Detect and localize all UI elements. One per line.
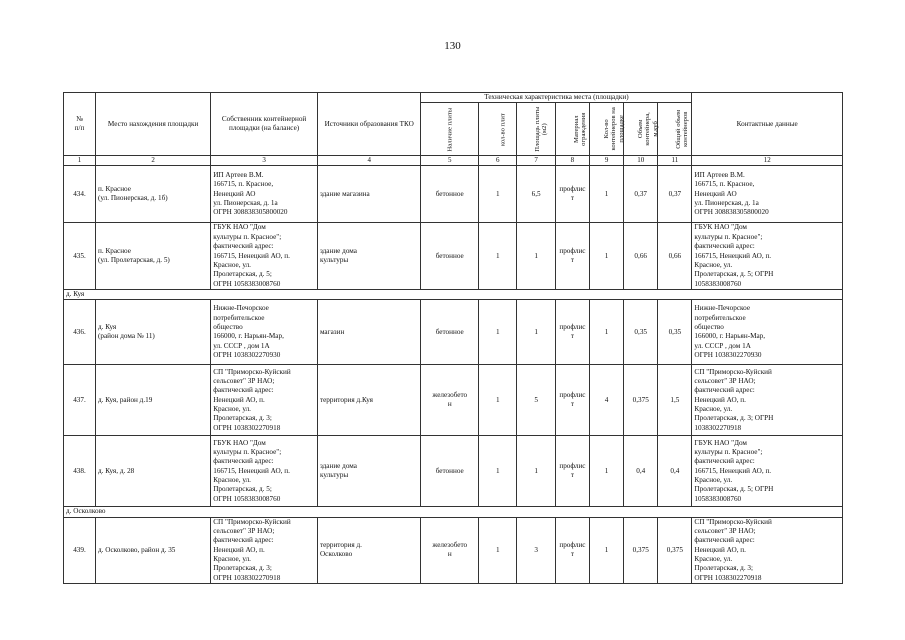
row-number: 435. (64, 223, 96, 290)
container-volume: 0,35 (624, 300, 658, 365)
fence-material: профлис т (555, 223, 589, 290)
contacts: Нижне-Печорское потребительское общество 166000, г. Нарьян-Мар, ул. СССР , дом 1А ОГРН 1038302270930 (692, 300, 843, 365)
header-row-1 (64, 93, 843, 103)
owner: ИП Артеев В.М. 166715, п. Красное, Ненецкий АО ул. Пионерская, д. 1а ОГРН 308838305800020 (211, 166, 318, 223)
header-containers-cell (590, 103, 624, 156)
location: п. Красное (ул. Пролетарская, д. 5) (96, 223, 211, 290)
section-row (64, 507, 843, 517)
header-owner: Собственник контейнерной площадки (на балансе) (211, 93, 318, 156)
column-number: 10 (624, 156, 658, 166)
column-number: 9 (590, 156, 624, 166)
table-row (64, 517, 843, 584)
container-volume: 0,66 (624, 223, 658, 290)
container-volume: 0,4 (624, 436, 658, 507)
owner: ГБУК НАО "Дом культуры п. Красное"; фактический адрес: 166715, Ненецкий АО, п. Красное, ул. Пролетарская, д. 5; ОГРН 1058383008760 (211, 223, 318, 290)
header-slab-count-cell (479, 103, 517, 156)
total-volume: 0,35 (658, 300, 692, 365)
section-title: д. Осколково (64, 507, 843, 517)
location: п. Красное (ул. Пионерская, д. 1б) (96, 166, 211, 223)
fence-material: профлис т (555, 166, 589, 223)
row-number: 438. (64, 436, 96, 507)
table-row (64, 223, 843, 290)
total-volume: 1,5 (658, 365, 692, 436)
row-number: 439. (64, 517, 96, 584)
slab-count: 1 (479, 517, 517, 584)
fence-material: профлис т (555, 517, 589, 584)
column-number-row (64, 156, 843, 166)
table-row (64, 166, 843, 223)
row-number: 436. (64, 300, 96, 365)
slab-area: 1 (517, 223, 555, 290)
owner: СП "Приморско-Куйский сельсовет" ЗР НАО; фактический адрес: Ненецкий АО, п. Красное, ул. Пролетарская, д. 3; ОГРН 1038302270918 (211, 517, 318, 584)
location: д. Куя, район д.19 (96, 365, 211, 436)
location: д. Куя, д. 28 (96, 436, 211, 507)
location: д. Осколково, район д. 35 (96, 517, 211, 584)
table-row (64, 300, 843, 365)
slab-type: бетонное (421, 223, 479, 290)
header-no: № п/п (64, 93, 96, 156)
container-count: 4 (590, 365, 624, 436)
contacts: ГБУК НАО "Дом культуры п. Красное"; фактический адрес: 166715, Ненецкий АО, п. Красное, ул. Пролетарская, д. 5; ОГРН 1058383008760 (692, 436, 843, 507)
column-number: 2 (96, 156, 211, 166)
slab-area: 3 (517, 517, 555, 584)
container-count: 1 (590, 436, 624, 507)
column-number: 6 (479, 156, 517, 166)
header-total-volume: Общий объем контейнеров (675, 109, 690, 149)
container-volume: 0,375 (624, 517, 658, 584)
container-volume: 0,375 (624, 365, 658, 436)
header-containers: Кол-во контейнеров на площадке (603, 107, 625, 151)
container-count: 1 (590, 517, 624, 584)
table-body (64, 166, 843, 584)
container-count: 1 (590, 223, 624, 290)
total-volume: 0,375 (658, 517, 692, 584)
container-count: 1 (590, 300, 624, 365)
fence-material: профлис т (555, 365, 589, 436)
slab-type: железобето н (421, 365, 479, 436)
header-contacts: Контактные данные (692, 93, 843, 156)
contacts: ИП Артеев В.М. 166715, п. Красное, Ненецкий АО ул. Пионерская, д. 1а ОГРН 308838305800020 (692, 166, 843, 223)
slab-count: 1 (479, 223, 517, 290)
column-number: 7 (517, 156, 555, 166)
header-volume: Объем контейнера, м.куб (637, 112, 659, 146)
header-slab: Наличие плиты (446, 107, 454, 152)
waste-source: здание магазина (317, 166, 421, 223)
header-fence-cell (555, 103, 589, 156)
header-slab-cell (421, 103, 479, 156)
container-volume: 0,37 (624, 166, 658, 223)
column-number: 5 (421, 156, 479, 166)
waste-source: здание дома культуры (317, 436, 421, 507)
owner: Нижне-Печорское потребительское общество 166000, г. Нарьян-Мар, ул. СССР , дом 1А ОГРН 1038302270930 (211, 300, 318, 365)
container-count: 1 (590, 166, 624, 223)
sites-table (63, 92, 843, 584)
waste-source: здание дома культуры (317, 223, 421, 290)
section-title: д. Куя (64, 289, 843, 299)
waste-source: территория д. Осколково (317, 517, 421, 584)
slab-count: 1 (479, 166, 517, 223)
total-volume: 0,37 (658, 166, 692, 223)
header-location: Место нахождения площадки (96, 93, 211, 156)
header-tech: Техническая характеристика места (площадки) (421, 93, 692, 103)
waste-source: магазин (317, 300, 421, 365)
slab-area: 5 (517, 365, 555, 436)
column-number: 11 (658, 156, 692, 166)
slab-count: 1 (479, 300, 517, 365)
row-number: 437. (64, 365, 96, 436)
table-row (64, 365, 843, 436)
column-number: 12 (692, 156, 843, 166)
header-total-volume-cell (658, 103, 692, 156)
section-row (64, 289, 843, 299)
waste-source: территория д.Куя (317, 365, 421, 436)
fence-material: профлис т (555, 436, 589, 507)
slab-type: бетонное (421, 300, 479, 365)
slab-count: 1 (479, 436, 517, 507)
slab-area: 1 (517, 436, 555, 507)
header-area: Площадь плиты (м2) (534, 106, 549, 152)
slab-area: 6,5 (517, 166, 555, 223)
slab-area: 1 (517, 300, 555, 365)
slab-count: 1 (479, 365, 517, 436)
header-sources: Источники образования ТКО (317, 93, 421, 156)
header-area-cell (517, 103, 555, 156)
table-row (64, 436, 843, 507)
slab-type: бетонное (421, 166, 479, 223)
column-number: 4 (317, 156, 421, 166)
header-slab-count: кол-во плит (499, 112, 507, 146)
contacts: ГБУК НАО "Дом культуры п. Красное"; фактический адрес: 166715, Ненецкий АО, п. Красное, ул. Пролетарская, д. 5; ОГРН 1058383008760 (692, 223, 843, 290)
total-volume: 0,66 (658, 223, 692, 290)
location: д. Куя (район дома № 11) (96, 300, 211, 365)
slab-type: бетонное (421, 436, 479, 507)
page-number: 130 (444, 40, 461, 52)
fence-material: профлис т (555, 300, 589, 365)
owner: СП "Приморско-Куйский сельсовет" ЗР НАО; фактический адрес: Ненецкий АО, п. Красное, ул. Пролетарская, д. 3; ОГРН 1038302270918 (211, 365, 318, 436)
contacts: СП "Приморско-Куйский сельсовет" ЗР НАО; фактический адрес: Ненецкий АО, п. Красное, ул. Пролетарская, д. 3; ОГРН 1038302270918 (692, 365, 843, 436)
header-fence: Материал ограждения (572, 112, 587, 146)
column-number: 8 (555, 156, 589, 166)
owner: ГБУК НАО "Дом культуры п. Красное"; фактический адрес: 166715, Ненецкий АО, п. Красное, ул. Пролетарская, д. 5; ОГРН 1058383008760 (211, 436, 318, 507)
column-number: 3 (211, 156, 318, 166)
column-number: 1 (64, 156, 96, 166)
header-volume-cell (624, 103, 658, 156)
total-volume: 0,4 (658, 436, 692, 507)
contacts: СП "Приморско-Куйский сельсовет" ЗР НАО; фактический адрес: Ненецкий АО, п. Красное, ул. Пролетарская, д. 3; ОГРН 1038302270918 (692, 517, 843, 584)
row-number: 434. (64, 166, 96, 223)
slab-type: железобето н (421, 517, 479, 584)
